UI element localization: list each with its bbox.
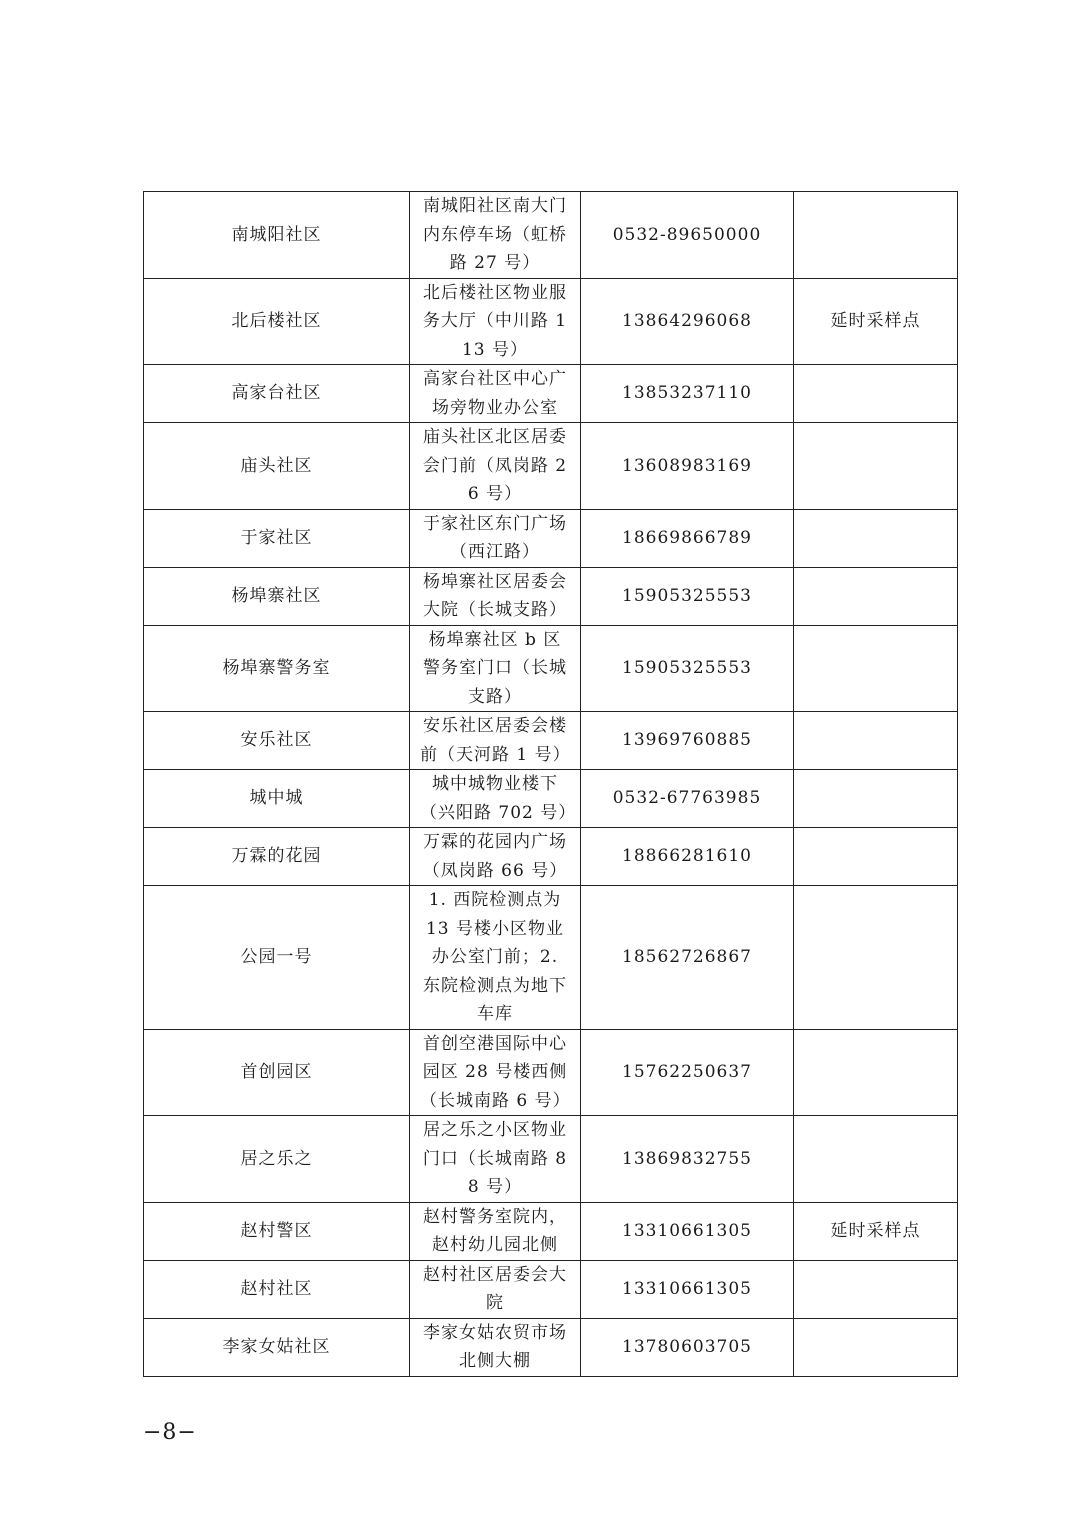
note-cell <box>794 365 958 423</box>
address-cell: 杨埠寨社区居委会大院（长城支路） <box>410 567 581 625</box>
table-row <box>144 625 958 712</box>
community-name-cell: 首创园区 <box>144 1029 410 1116</box>
address-cell: 赵村警务室院内，赵村幼儿园北侧 <box>410 1202 581 1260</box>
note-cell <box>794 192 958 279</box>
sampling-sites-table <box>143 191 958 1377</box>
community-name-cell: 于家社区 <box>144 509 410 567</box>
community-name-cell: 庙头社区 <box>144 423 410 510</box>
page-number: −8− <box>143 1420 197 1445</box>
address-cell: 北后楼社区物业服务大厅（中川路 113 号） <box>410 278 581 365</box>
table-row <box>144 192 958 279</box>
address-cell: 居之乐之小区物业门口（长城南路 88 号） <box>410 1116 581 1203</box>
community-name-cell: 城中城 <box>144 770 410 828</box>
table-row <box>144 1202 958 1260</box>
phone-cell: 0532-67763985 <box>581 770 794 828</box>
phone-cell: 18669866789 <box>581 509 794 567</box>
note-cell <box>794 712 958 770</box>
phone-cell: 15905325553 <box>581 567 794 625</box>
community-name-cell: 杨埠寨社区 <box>144 567 410 625</box>
phone-cell: 15905325553 <box>581 625 794 712</box>
table-row <box>144 770 958 828</box>
table-row <box>144 1116 958 1203</box>
note-cell: 延时采样点 <box>794 1202 958 1260</box>
table-row <box>144 712 958 770</box>
note-cell <box>794 423 958 510</box>
note-cell <box>794 1318 958 1376</box>
community-name-cell: 南城阳社区 <box>144 192 410 279</box>
community-name-cell: 李家女姑社区 <box>144 1318 410 1376</box>
community-name-cell: 公园一号 <box>144 886 410 1030</box>
note-cell <box>794 567 958 625</box>
community-name-cell: 杨埠寨警务室 <box>144 625 410 712</box>
address-cell: 城中城物业楼下（兴阳路 702 号） <box>410 770 581 828</box>
address-cell: 赵村社区居委会大院 <box>410 1260 581 1318</box>
table-body <box>144 192 958 1377</box>
phone-cell: 13780603705 <box>581 1318 794 1376</box>
phone-cell: 18866281610 <box>581 828 794 886</box>
community-name-cell: 赵村社区 <box>144 1260 410 1318</box>
phone-cell: 13969760885 <box>581 712 794 770</box>
community-name-cell: 高家台社区 <box>144 365 410 423</box>
phone-cell: 13853237110 <box>581 365 794 423</box>
address-cell: 杨埠寨社区 b 区警务室门口（长城支路） <box>410 625 581 712</box>
phone-cell: 13310661305 <box>581 1260 794 1318</box>
address-cell: 李家女姑农贸市场北侧大棚 <box>410 1318 581 1376</box>
community-name-cell: 万霖的花园 <box>144 828 410 886</box>
address-cell: 1. 西院检测点为 13 号楼小区物业办公室门前；2. 东院检测点为地下车库 <box>410 886 581 1030</box>
note-cell: 延时采样点 <box>794 278 958 365</box>
table-row <box>144 278 958 365</box>
community-name-cell: 北后楼社区 <box>144 278 410 365</box>
table-row <box>144 886 958 1030</box>
table-row <box>144 1029 958 1116</box>
note-cell <box>794 886 958 1030</box>
community-name-cell: 赵村警区 <box>144 1202 410 1260</box>
table-row <box>144 509 958 567</box>
address-cell: 万霖的花园内广场（凤岗路 66 号） <box>410 828 581 886</box>
community-name-cell: 安乐社区 <box>144 712 410 770</box>
phone-cell: 18562726867 <box>581 886 794 1030</box>
note-cell <box>794 625 958 712</box>
note-cell <box>794 770 958 828</box>
phone-cell: 13869832755 <box>581 1116 794 1203</box>
phone-cell: 13864296068 <box>581 278 794 365</box>
table-row <box>144 423 958 510</box>
address-cell: 于家社区东门广场（西江路） <box>410 509 581 567</box>
phone-cell: 13608983169 <box>581 423 794 510</box>
phone-cell: 0532-89650000 <box>581 192 794 279</box>
address-cell: 庙头社区北区居委会门前（凤岗路 26 号） <box>410 423 581 510</box>
address-cell: 安乐社区居委会楼前（天河路 1 号） <box>410 712 581 770</box>
address-cell: 首创空港国际中心园区 28 号楼西侧（长城南路 6 号） <box>410 1029 581 1116</box>
table-row <box>144 1260 958 1318</box>
table-row <box>144 828 958 886</box>
table-row <box>144 567 958 625</box>
address-cell: 南城阳社区南大门内东停车场（虹桥路 27 号） <box>410 192 581 279</box>
note-cell <box>794 1260 958 1318</box>
note-cell <box>794 509 958 567</box>
table-row <box>144 365 958 423</box>
note-cell <box>794 828 958 886</box>
phone-cell: 15762250637 <box>581 1029 794 1116</box>
phone-cell: 13310661305 <box>581 1202 794 1260</box>
note-cell <box>794 1029 958 1116</box>
table-row <box>144 1318 958 1376</box>
address-cell: 高家台社区中心广场旁物业办公室 <box>410 365 581 423</box>
note-cell <box>794 1116 958 1203</box>
community-name-cell: 居之乐之 <box>144 1116 410 1203</box>
